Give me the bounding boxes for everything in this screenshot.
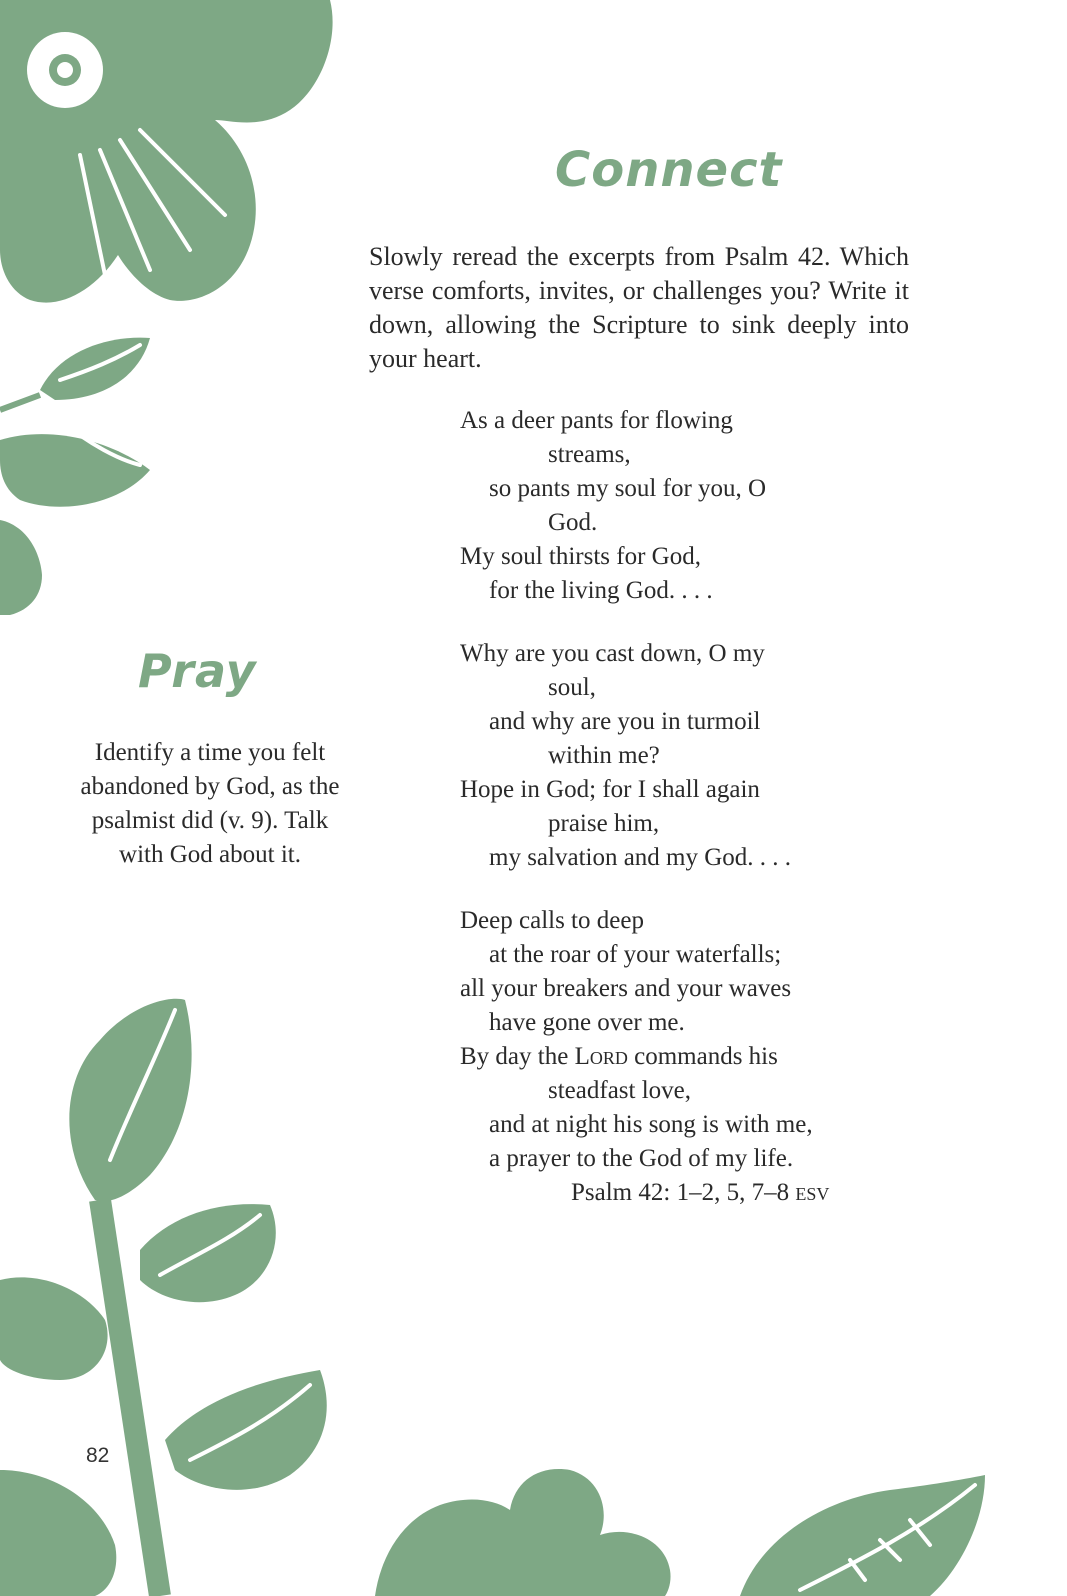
verse-line: and why are you in turmoil [489,708,761,735]
psalm-stanza-1 [460,404,900,608]
verse-line: As a deer pants for flowing [460,407,733,434]
psalm-stanza-2 [460,637,900,875]
verse-line: steadfast love, [548,1077,692,1104]
connect-heading: Connect [555,142,783,198]
verse-line: streams, [548,441,631,468]
verse-line: a prayer to the God of my life. [489,1145,794,1172]
leaves-left-icon [0,338,150,615]
verse-line: my salvation and my God. . . . [489,844,792,871]
branch-bottom-left-icon [0,999,327,1596]
verse-line [460,1040,900,1074]
verse-line: soul, [548,674,596,701]
verse-line: at the roar of your waterfalls; [489,941,782,968]
pray-text: Identify a time you felt abandoned by God, as the psalmist did (v. 9). Talk with God about it. [80,739,340,868]
verse-line: Deep calls to deep [460,907,644,934]
psalm-stanza-3 [460,904,900,1176]
verse-line: within me? [548,742,660,769]
verse-line: have gone over me. [489,1009,685,1036]
pray-heading: Pray [138,644,257,698]
verse-line: so pants my soul for you, O [489,475,767,502]
citation-version: esv [795,1179,830,1206]
verse-line: Hope in God; for I shall again [460,776,760,803]
page-number: 82 [86,1444,110,1467]
verse-line: Why are you cast down, O my [460,640,765,667]
verse-text: By day the [460,1043,575,1070]
verse-line: for the living God. . . . [489,577,713,604]
flower-bottom-middle-icon [375,1469,671,1596]
verse-line: God. [548,509,598,536]
verse-line: and at night his song is with me, [489,1111,813,1138]
psalm-citation [571,1176,829,1210]
citation-reference: Psalm 42: 1–2, 5, 7–8 [571,1179,796,1206]
verse-line: all your breakers and your waves [460,975,792,1002]
verse-text: commands his [627,1043,778,1070]
connect-intro: Slowly reread the excerpts from Psalm 42. Which verse comforts, invites, or challenges you? Write it down, allowing the Scripture to sink deeply into your heart. [369,242,909,373]
lord-small-caps: Lord [574,1043,628,1070]
verse-line: praise him, [548,810,660,837]
verse-line: My soul thirsts for God, [460,543,701,570]
